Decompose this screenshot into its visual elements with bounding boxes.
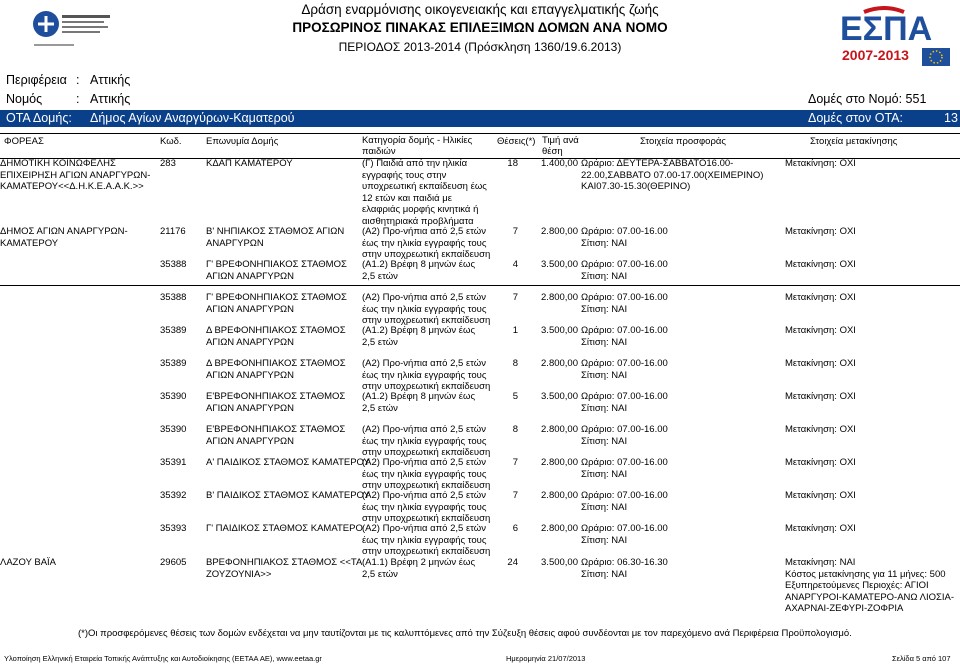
row-separator: [0, 285, 960, 286]
region-value: Αττικής: [90, 73, 131, 87]
footer-page: Σελίδα 5 από 107: [892, 654, 951, 663]
table-header: [0, 133, 960, 159]
espa-years-text: 2007-2013: [842, 47, 909, 63]
cell-price: 2.800,00: [541, 358, 578, 369]
cell-price: 2.800,00: [541, 424, 578, 435]
cell-seats: 18: [507, 158, 518, 169]
espa-logo-text: ΕΣΠΑ: [840, 10, 933, 48]
cell-price: 3.500,00: [541, 391, 578, 402]
cell-code: 283: [160, 158, 176, 169]
cell-price: 2.800,00: [541, 523, 578, 534]
header-title-1: Δράση εναρμόνισης οικογενειακής και επαγγελματικής ζωής: [301, 2, 659, 17]
cell-seats: 7: [512, 490, 518, 501]
cell-transport: Μετακίνηση: ΟΧΙ: [785, 325, 856, 336]
col-category: Κατηγορία δομής - Ηλικίες παιδιών: [362, 135, 473, 157]
cell-transport: Μετακίνηση: ΟΧΙ: [785, 490, 856, 501]
ota-label: ΟΤΑ Δομής:: [6, 111, 72, 125]
structures-ota-value: 13: [944, 111, 958, 125]
cell-code: 35390: [160, 391, 187, 402]
cell-seats: 1: [512, 325, 518, 336]
cell-category: (Γ) Παιδιά από την ηλικία εγγραφής τους στην υποχρεωτική εκπαίδευση έως 12 ετών και παιδιά με ελαφριάς μορφής κινητικά ή αισθητηριακά προβλήματα: [362, 158, 487, 227]
espa-logo: [836, 6, 954, 68]
col-seats: Θέσεις(*): [497, 136, 536, 147]
cell-foreas: ΔΗΜΟΣ ΑΓΙΩΝ ΑΝΑΡΓΥΡΩΝ- ΚΑΜΑΤΕΡΟΥ: [0, 226, 128, 249]
cell-transport: Μετακίνηση: ΟΧΙ: [785, 424, 856, 435]
cell-name: Α' ΠΑΙΔΙΚΟΣ ΣΤΑΘΜΟΣ ΚΑΜΑΤΕΡΟΥ: [206, 457, 370, 468]
cell-offer: Ωράριο: 07.00-16.00 Σίτιση: ΝΑΙ: [581, 292, 668, 315]
cell-offer: Ωράριο: 07.00-16.00 Σίτιση: ΝΑΙ: [581, 226, 668, 249]
cell-name: Γ' ΠΑΙΔΙΚΟΣ ΣΤΑΘΜΟΣ ΚΑΜΑΤΕΡΟ: [206, 523, 363, 534]
cell-price: 2.800,00: [541, 292, 578, 303]
cell-transport: Μετακίνηση: ΟΧΙ: [785, 226, 856, 237]
cell-transport: Μετακίνηση: ΟΧΙ: [785, 391, 856, 402]
cell-offer: Ωράριο: 07.00-16.00 Σίτιση: ΝΑΙ: [581, 325, 668, 348]
cell-seats: 8: [512, 358, 518, 369]
structures-ota-label: Δομές στον ΟΤΑ:: [808, 111, 903, 125]
cell-offer: Ωράριο: 07.00-16.00 Σίτιση: ΝΑΙ: [581, 523, 668, 546]
cell-offer: Ωράριο: 07.00-16.00 Σίτιση: ΝΑΙ: [581, 457, 668, 480]
cell-code: 35392: [160, 490, 187, 501]
cell-category: (Α1.2) Βρέφη 8 μηνών έως 2,5 ετών: [362, 325, 476, 348]
cell-category: (Α2) Προ-νήπια από 2,5 ετών έως την ηλικία εγγραφής τους στην υποχρεωτική εκπαίδευση: [362, 292, 491, 326]
cell-seats: 7: [512, 457, 518, 468]
cell-seats: 7: [512, 226, 518, 237]
cell-code: 29605: [160, 557, 187, 568]
cell-name: Ε'ΒΡΕΦΟΝΗΠΙΑΚΟΣ ΣΤΑΘΜΟΣ ΑΓΙΩΝ ΑΝΑΡΓΥΡΩΝ: [206, 391, 346, 414]
cell-offer: Ωράριο: 07.00-16.00 Σίτιση: ΝΑΙ: [581, 358, 668, 381]
cell-foreas: ΔΗΜΟΤΙΚΗ ΚΟΙΝΩΦΕΛΗΣ ΕΠΙΧΕΙΡΗΣΗ ΑΓΙΩΝ ΑΝΑΡΓΥΡΩΝ- ΚΑΜΑΤΕΡΟΥ<<Δ.Η.Κ.Ε.Α.Α.Κ.>>: [0, 158, 151, 192]
col-offer: Στοιχεία προσφοράς: [640, 136, 726, 147]
cell-category: (Α2) Προ-νήπια από 2,5 ετών έως την ηλικία εγγραφής τους στην υποχρεωτική εκπαίδευση: [362, 457, 491, 491]
cell-category: (Α2) Προ-νήπια από 2,5 ετών έως την ηλικία εγγραφής τους στην υποχρεωτική εκπαίδευση: [362, 490, 491, 524]
cell-name: Γ' ΒΡΕΦΟΝΗΠΙΑΚΟΣ ΣΤΑΘΜΟΣ ΑΓΙΩΝ ΑΝΑΡΓΥΡΩΝ: [206, 292, 347, 315]
col-name: Επωνυμία Δομής: [206, 136, 279, 147]
cell-code: 35389: [160, 358, 187, 369]
cell-category: (Α1.2) Βρέφη 8 μηνών έως 2,5 ετών: [362, 391, 476, 414]
cell-seats: 4: [512, 259, 518, 270]
prefecture-value: Αττικής: [90, 92, 131, 106]
cell-transport: Μετακίνηση: ΟΧΙ: [785, 158, 856, 169]
cell-category: (Α2) Προ-νήπια από 2,5 ετών έως την ηλικία εγγραφής τους στην υποχρεωτική εκπαίδευση: [362, 424, 491, 458]
cell-transport: Μετακίνηση: ΟΧΙ: [785, 358, 856, 369]
region-label: Περιφέρεια: [6, 73, 67, 87]
cell-seats: 5: [512, 391, 518, 402]
col-foreas: ΦΟΡΕΑΣ: [4, 136, 44, 147]
cell-transport: Μετακίνηση: ΟΧΙ: [785, 259, 856, 270]
col-transport: Στοιχεία μετακίνησης: [810, 136, 898, 147]
cell-price: 3.500,00: [541, 325, 578, 336]
cell-seats: 6: [512, 523, 518, 534]
cell-price: 3.500,00: [541, 557, 578, 568]
cell-code: 35389: [160, 325, 187, 336]
cell-name: Β' ΠΑΙΔΙΚΟΣ ΣΤΑΘΜΟΣ ΚΑΜΑΤΕΡΟΥ: [206, 490, 370, 501]
ota-bar: [0, 110, 960, 127]
cell-offer: Ωράριο: 06.30-16.30 Σίτιση: ΝΑΙ: [581, 557, 668, 580]
header-title-2: ΠΡΟΣΩΡΙΝΟΣ ΠΙΝΑΚΑΣ ΕΠΙΛΕΞΙΜΩΝ ΔΟΜΩΝ ΑΝΑ ΝΟΜΟ: [292, 20, 668, 35]
cell-offer: Ωράριο: ΔΕΥΤΕΡΑ-ΣΑΒΒΑΤΟ16.00- 22.00,ΣΑΒΒΑΤΟ 07.00-17.00(ΧΕΙΜΕΡΙΝΟ) ΚΑΙ07.30-15.30(ΘΕΡΙΝΟ): [581, 158, 764, 192]
col-price: Τιμή ανά θέση: [542, 135, 579, 157]
cell-offer: Ωράριο: 07.00-16.00 Σίτιση: ΝΑΙ: [581, 424, 668, 447]
cell-seats: 24: [507, 557, 518, 568]
cell-code: 35393: [160, 523, 187, 534]
prefecture-label: Νομός: [6, 92, 43, 106]
cell-category: (Α2) Προ-νήπια από 2,5 ετών έως την ηλικία εγγραφής τους στην υποχρεωτική εκπαίδευση: [362, 358, 491, 392]
cell-price: 3.500,00: [541, 259, 578, 270]
structures-prefecture: Δομές στο Νομό: 551: [808, 92, 927, 106]
cell-offer: Ωράριο: 07.00-16.00 Σίτιση: ΝΑΙ: [581, 391, 668, 414]
cell-name: Δ ΒΡΕΦΟΝΗΠΙΑΚΟΣ ΣΤΑΘΜΟΣ ΑΓΙΩΝ ΑΝΑΡΓΥΡΩΝ: [206, 358, 346, 381]
cell-code: 35388: [160, 259, 187, 270]
cell-price: 2.800,00: [541, 226, 578, 237]
header-title-3: ΠΕΡΙΟΔΟΣ 2013-2014 (Πρόσκληση 1360/19.6.2013): [338, 40, 622, 54]
region-sep: :: [76, 73, 80, 87]
cell-offer: Ωράριο: 07.00-16.00 Σίτιση: ΝΑΙ: [581, 259, 668, 282]
cell-seats: 8: [512, 424, 518, 435]
cell-price: 1.400,00: [541, 158, 578, 169]
col-code: Κωδ.: [160, 136, 182, 147]
cell-transport: Μετακίνηση: ΝΑΙ Κόστος μετακίνησης για 11 μήνες: 500 Εξυπηρετούμενες Περιοχές: ΑΓΙΟΙ ΑΝΑΡΓΥΡΟΙ-ΚΑΜΑΤΕΡΟ-ΑΝΩ ΛΙΟΣΙΑ- ΑΧΑΡΝΑΙ-ΖΕΦΥΡΙ-ΖΟΦΡΙΑ: [785, 557, 955, 614]
cell-category: (Α1.1) Βρέφη 2 μηνών έως 2,5 ετών: [362, 557, 476, 580]
footnote: (*)Οι προσφερόμενες θέσεις των δομών ενδέχεται να μην ταυτίζονται με τις καλυπτόμενες από την Σύζευξη θέσεις αφού συνδέονται με τον παρεχόμενο ανά Περιφέρεια Προϋπολογισμό.: [78, 628, 852, 639]
cell-transport: Μετακίνηση: ΟΧΙ: [785, 292, 856, 303]
cell-category: (Α1.2) Βρέφη 8 μηνών έως 2,5 ετών: [362, 259, 476, 282]
cell-category: (Α2) Προ-νήπια από 2,5 ετών έως την ηλικία εγγραφής τους στην υποχρεωτική εκπαίδευση: [362, 226, 491, 260]
footer-date: Ημερομηνία 21/07/2013: [506, 654, 586, 663]
cell-code: 35391: [160, 457, 187, 468]
cell-foreas: ΛΑΖΟΥ ΒΑΪΑ: [0, 557, 57, 568]
cell-name: Ε'ΒΡΕΦΟΝΗΠΙΑΚΟΣ ΣΤΑΘΜΟΣ ΑΓΙΩΝ ΑΝΑΡΓΥΡΩΝ: [206, 424, 346, 447]
cell-code: 35388: [160, 292, 187, 303]
footer-implementation: Υλοποίηση Ελληνική Εταιρεία Τοπικής Ανάπτυξης και Αυτοδιοίκησης (ΕΕΤΑΑ ΑΕ), www.eetaa.gr: [4, 654, 322, 663]
cell-name: Δ ΒΡΕΦΟΝΗΠΙΑΚΟΣ ΣΤΑΘΜΟΣ ΑΓΙΩΝ ΑΝΑΡΓΥΡΩΝ: [206, 325, 346, 348]
greek-emblem-logo: [28, 6, 114, 68]
cell-name: ΒΡΕΦΟΝΗΠΙΑΚΟΣ ΣΤΑΘΜΟΣ <<ΤΑ ΖΟΥΖΟΥΝΙΑ>>: [206, 557, 363, 580]
cell-transport: Μετακίνηση: ΟΧΙ: [785, 457, 856, 468]
cell-code: 21176: [160, 226, 186, 237]
cell-name: ΚΔΑΠ ΚΑΜΑΤΕΡΟΥ: [206, 158, 293, 169]
cell-price: 2.800,00: [541, 457, 578, 468]
ota-value: Δήμος Αγίων Αναργύρων-Καματερού: [90, 111, 295, 125]
cell-offer: Ωράριο: 07.00-16.00 Σίτιση: ΝΑΙ: [581, 490, 668, 513]
cell-transport: Μετακίνηση: ΟΧΙ: [785, 523, 856, 534]
cell-category: (Α2) Προ-νήπια από 2,5 ετών έως την ηλικία εγγραφής τους στην υποχρεωτική εκπαίδευση: [362, 523, 491, 557]
cell-price: 2.800,00: [541, 490, 578, 501]
cell-name: Β' ΝΗΠΙΑΚΟΣ ΣΤΑΘΜΟΣ ΑΓΙΩΝ ΑΝΑΡΓΥΡΩΝ: [206, 226, 345, 249]
cell-seats: 7: [512, 292, 518, 303]
cell-code: 35390: [160, 424, 187, 435]
cell-name: Γ' ΒΡΕΦΟΝΗΠΙΑΚΟΣ ΣΤΑΘΜΟΣ ΑΓΙΩΝ ΑΝΑΡΓΥΡΩΝ: [206, 259, 347, 282]
prefecture-sep: :: [76, 92, 80, 106]
